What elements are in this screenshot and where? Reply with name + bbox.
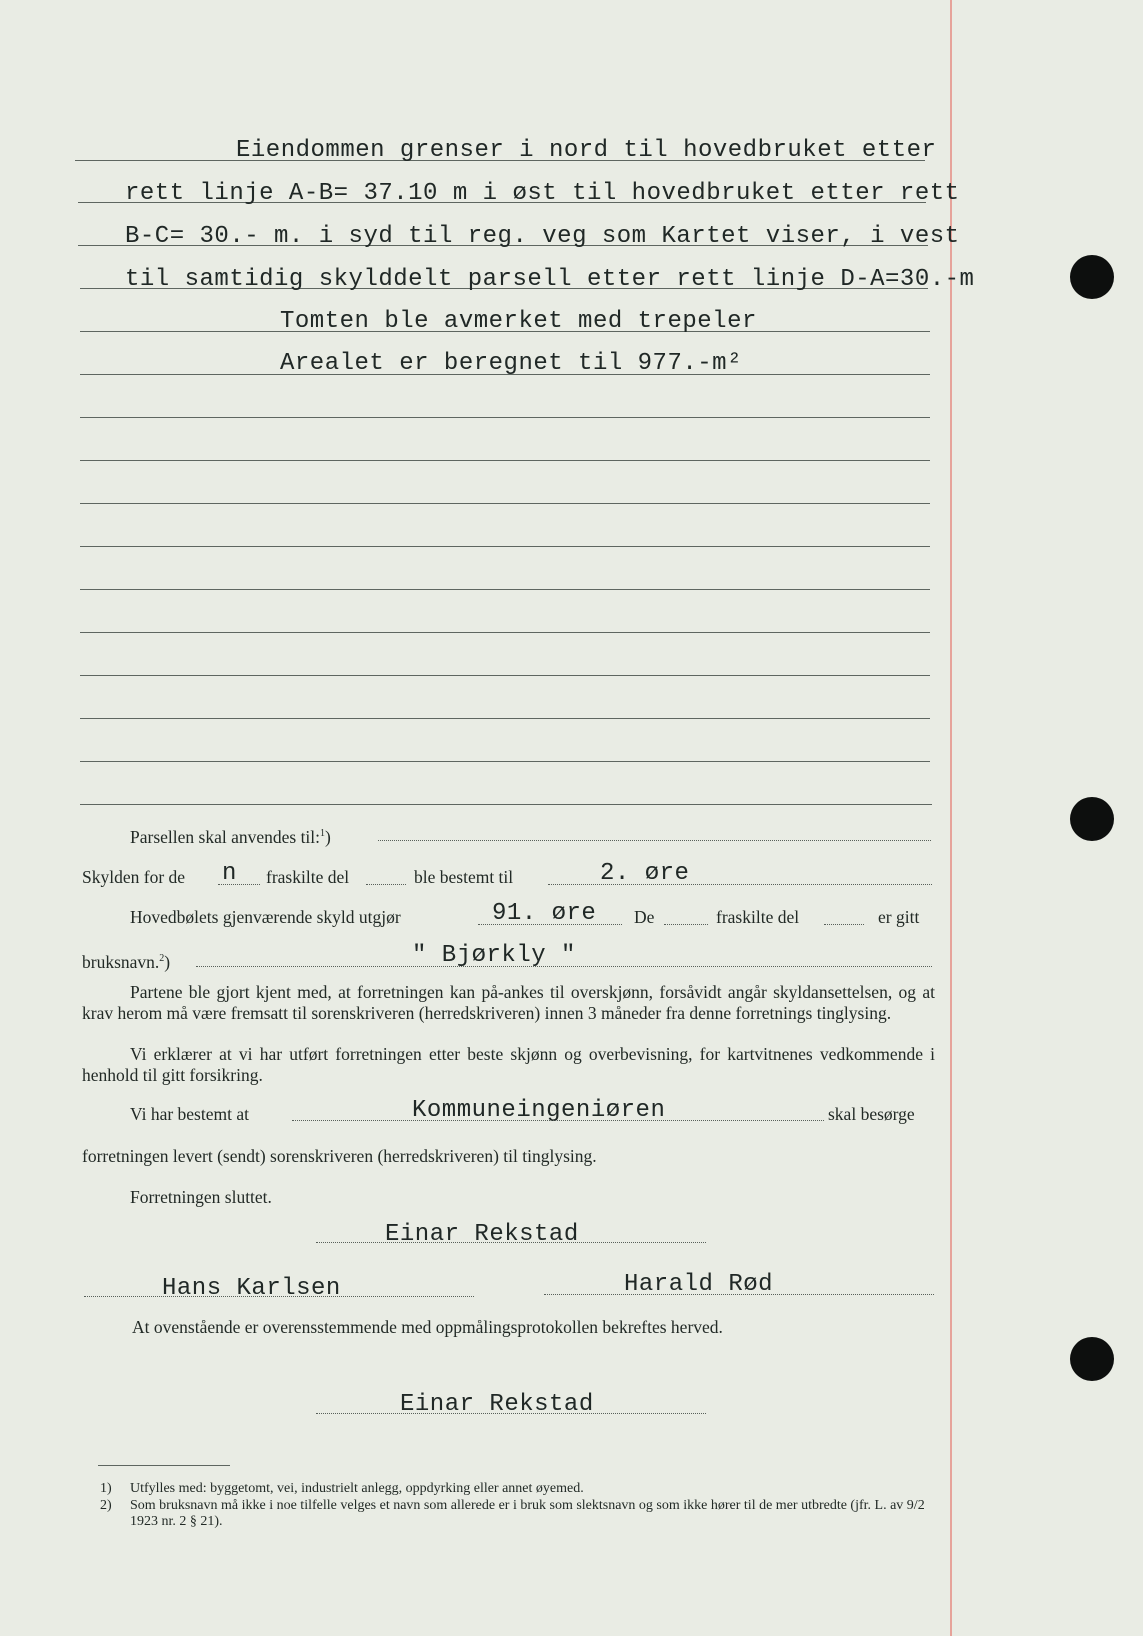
fraskilte-del-label: fraskilte del (266, 867, 350, 887)
typed-line-1: Eiendommen grenser i nord til hovedbruket etter (236, 137, 937, 164)
bruksnavn-value: " Bjørkly " (412, 942, 576, 969)
hovedbol-value: 91. øre (492, 900, 597, 927)
signature-hans-karlsen: Hans Karlsen (162, 1275, 341, 1302)
skylden-label: Skylden for de (82, 867, 186, 887)
signature-harald-rod: Harald Rød (624, 1271, 774, 1298)
skylden-amount: 2. øre (600, 860, 690, 887)
ruled-line (80, 503, 930, 504)
bruksnavn-label: bruksnavn.$^2$) (82, 951, 171, 972)
bestemt-value: Kommuneingeniøren (412, 1097, 666, 1124)
signature-line (544, 1294, 934, 1295)
ruled-line (80, 546, 930, 547)
parsell-label: Parsellen skal anvendes til:$^1$) (130, 826, 331, 847)
ruled-line (80, 589, 930, 590)
signature-line (84, 1296, 474, 1297)
sluttet-text: Forretningen sluttet. (130, 1187, 272, 1207)
declaration-paragraph: Vi erklærer at vi har utført forretningen etter beste skjønn og overbevisning, for kartvitnenes vedkommende i henhold til gitt forsikring. (82, 1044, 935, 1085)
skylden-value-line (218, 884, 260, 885)
certify-text: At ovenstående er overensstemmende med oppmålingsprotokollen bekreftes herved. (132, 1317, 723, 1337)
typed-line-4: til samtidig skylddelt parsell etter rett linje D-A=30.-m (125, 266, 975, 293)
ble-bestemt-label: ble bestemt til (414, 867, 514, 887)
punch-hole-bottom (1070, 1337, 1114, 1381)
footnote-2: 2) Som bruksnavn må ikke i noe tilfelle velges et navn som allerede er i bruk som slektsnavn og som ikke hører til de mer utbredte (jfr. L. av 9/2 1923 nr. 2 § 21). (100, 1498, 925, 1529)
de-label: De (634, 907, 655, 927)
typed-line-2: rett linje A-B= 37.10 m i øst til hovedbruket etter rett (125, 180, 960, 207)
levert-text: forretningen levert (sendt) sorenskriveren (herredskriveren) til tinglysing. (82, 1146, 597, 1166)
de-line (664, 924, 708, 925)
signature-einar-rekstad: Einar Rekstad (385, 1221, 579, 1248)
ruled-line (80, 675, 930, 676)
typed-line-6: Arealet er beregnet til 977.-m² (280, 350, 742, 377)
signature-line (316, 1242, 706, 1243)
skylden-value: n (222, 860, 237, 887)
signature-einar-rekstad-2: Einar Rekstad (400, 1391, 594, 1418)
typed-line-5: Tomten ble avmerket med trepeler (280, 308, 757, 335)
bruksnavn-line (196, 966, 932, 967)
ruled-line (80, 632, 930, 633)
punch-hole-middle (1070, 797, 1114, 841)
parsell-field (378, 840, 931, 841)
fraskilte-del-2-label: fraskilte del (716, 907, 800, 927)
ruled-line (80, 718, 930, 719)
ruled-line (80, 460, 930, 461)
er-gitt-label: er gitt (878, 907, 920, 927)
signature-line (316, 1413, 706, 1414)
hovedbol-value-line (478, 924, 622, 925)
ruled-line (80, 761, 930, 762)
hovedbol-label: Hovedbølets gjenværende skyld utgjør (130, 907, 401, 927)
bestemt-line (292, 1120, 824, 1121)
fraskilte-del-line (366, 884, 406, 885)
punch-hole-top (1070, 255, 1114, 299)
footnote-separator (98, 1465, 230, 1466)
appeal-paragraph: Partene ble gjort kjent med, at forretningen kan på-ankes til overskjønn, forsåvidt angår skyldansettelsen, og at krav herom må være fremsatt til sorenskriveren (herredskriveren) innen 3 måneder fra denne forretnings tinglysing. (82, 982, 935, 1023)
skal-besorge-label: skal besørge (828, 1104, 915, 1124)
ruled-line (80, 804, 932, 805)
typed-line-3: B-C= 30.- m. i syd til reg. veg som Kartet viser, i vest (125, 223, 960, 250)
footnote-1: 1) Utfylles med: byggetomt, vei, industrielt anlegg, oppdyrking eller annet øyemed. (100, 1481, 584, 1496)
fraskilte-del-2-line (824, 924, 864, 925)
skylden-amount-line (548, 884, 932, 885)
bestemt-label: Vi har bestemt at (130, 1104, 249, 1124)
ruled-line (80, 417, 930, 418)
